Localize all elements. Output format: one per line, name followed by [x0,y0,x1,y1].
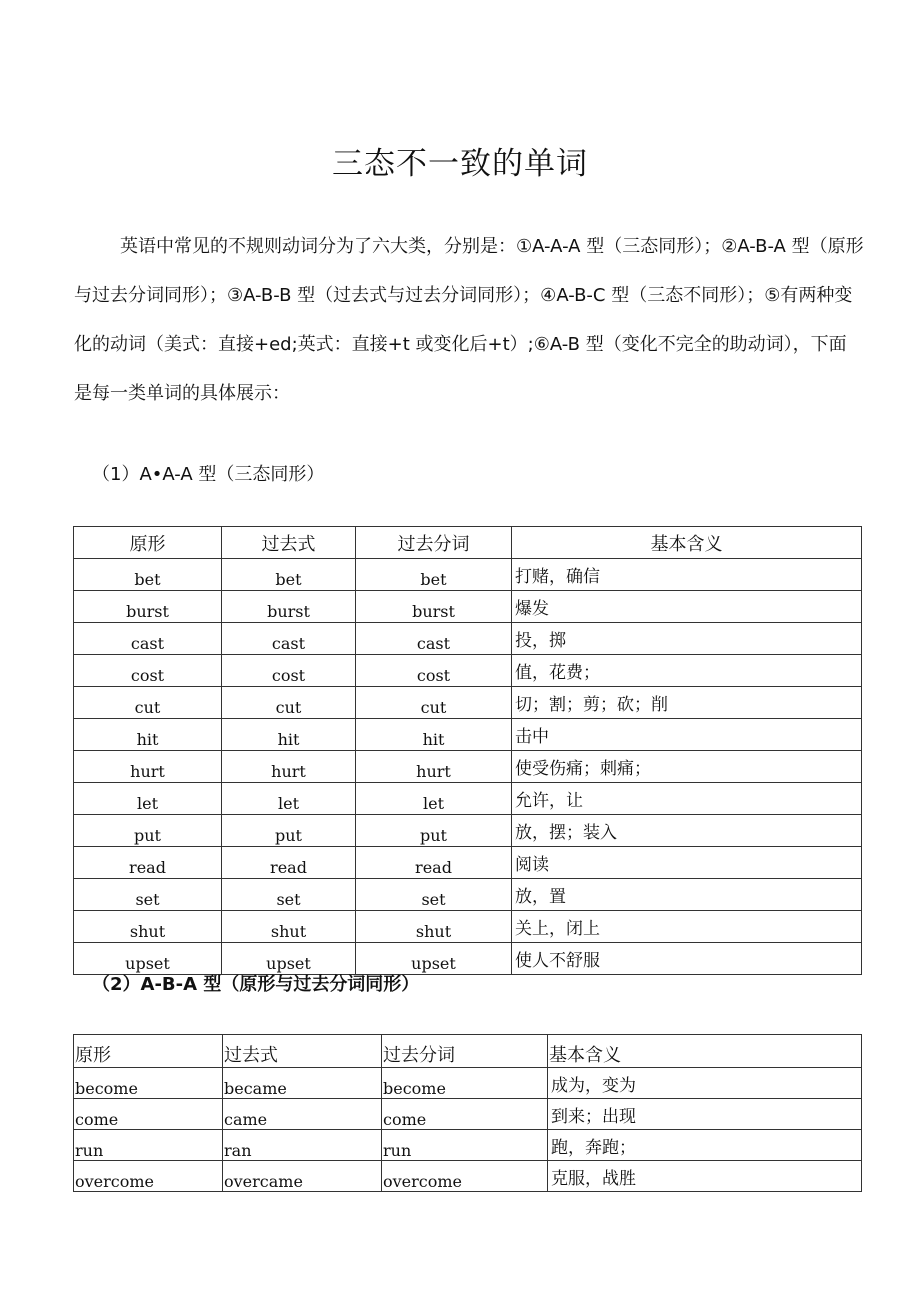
past-participle-cell: hurt [356,751,512,783]
table-row [74,815,862,847]
past-participle-cell: become [382,1068,548,1099]
table-row [74,623,862,655]
table-row [74,719,862,751]
meaning-cell: 放，摆；装入 [512,815,862,847]
meaning-cell: 允许，让 [512,783,862,815]
meaning-cell: 使人不舒服 [512,943,862,975]
past-participle-cell: burst [356,591,512,623]
past-participle-cell: cut [356,687,512,719]
past-participle-cell: run [382,1130,548,1161]
past-tense-cell: overcame [223,1161,382,1192]
base-form-cell: become [74,1068,223,1099]
past-participle-cell: upset [356,943,512,975]
base-form-cell: hit [74,719,222,751]
base-form-cell: run [74,1130,223,1161]
meaning-cell: 放，置 [512,879,862,911]
table-row [74,1130,862,1161]
past-tense-cell: let [222,783,356,815]
meaning-cell: 投，掷 [512,623,862,655]
past-participle-cell: overcome [382,1161,548,1192]
base-form-cell: set [74,879,222,911]
table-row [74,847,862,879]
past-participle-cell: cast [356,623,512,655]
past-participle-cell: let [356,783,512,815]
base-form-cell: read [74,847,222,879]
header-meaning: 基本含义 [548,1035,862,1068]
past-tense-cell: hurt [222,751,356,783]
header-meaning: 基本含义 [512,527,862,559]
page-title: 三态不一致的单词 [332,146,588,182]
past-tense-cell: cast [222,623,356,655]
section-2-heading: （2）A-B-A 型（原形与过去分词同形） [92,974,420,995]
past-tense-cell: upset [222,943,356,975]
past-tense-cell: put [222,815,356,847]
header-past-tense: 过去式 [222,527,356,559]
past-participle-cell: come [382,1099,548,1130]
table-row [74,1161,862,1192]
intro-paragraph: 英语中常见的不规则动词分为了六大类，分别是：①A-A-A 型（三态同形）；②A-B-A 型（原形与过去分词同形）；③A-B-B 型（过去式与过去分词同形）；④A-B-C 型（三态不同形）；⑤有两种变化的动词（美式：直接+ed;英式：直接+t 或变化后+t）;⑥A-B 型（变化不完全的助动词），下面是每一类单词的具体展示： [74,236,864,404]
table-row [74,1068,862,1099]
header-base-form: 原形 [74,1035,223,1068]
table-row [74,687,862,719]
base-form-cell: upset [74,943,222,975]
past-participle-cell: read [356,847,512,879]
meaning-cell: 关上，闭上 [512,911,862,943]
meaning-cell: 切；割；剪；砍；削 [512,687,862,719]
table-row [74,911,862,943]
base-form-cell: shut [74,911,222,943]
meaning-cell: 爆发 [512,591,862,623]
base-form-cell: cast [74,623,222,655]
meaning-cell: 成为，变为 [548,1068,862,1099]
meaning-cell: 到来；出现 [548,1099,862,1130]
base-form-cell: overcome [74,1161,223,1192]
past-participle-cell: put [356,815,512,847]
meaning-cell: 跑，奔跑； [548,1130,862,1161]
section-1-heading: （1）A•A-A 型（三态同形） [92,464,325,485]
aaa-verb-table [73,526,862,975]
base-form-cell: cut [74,687,222,719]
past-tense-cell: hit [222,719,356,751]
base-form-cell: let [74,783,222,815]
past-tense-cell: cut [222,687,356,719]
base-form-cell: put [74,815,222,847]
base-form-cell: bet [74,559,222,591]
table-row [74,751,862,783]
past-participle-cell: set [356,879,512,911]
table-row [74,591,862,623]
table-row [74,655,862,687]
past-tense-cell: shut [222,911,356,943]
aba-verb-table [73,1034,862,1192]
meaning-cell: 打赌，确信 [512,559,862,591]
past-tense-cell: bet [222,559,356,591]
base-form-cell: hurt [74,751,222,783]
table-row [74,1099,862,1130]
past-tense-cell: ran [223,1130,382,1161]
past-tense-cell: cost [222,655,356,687]
table-header-row [74,527,862,559]
header-past-participle: 过去分词 [356,527,512,559]
meaning-cell: 克服，战胜 [548,1161,862,1192]
past-tense-cell: set [222,879,356,911]
past-tense-cell: burst [222,591,356,623]
table-row [74,783,862,815]
base-form-cell: come [74,1099,223,1130]
table-row [74,559,862,591]
header-past-tense: 过去式 [223,1035,382,1068]
meaning-cell: 击中 [512,719,862,751]
base-form-cell: cost [74,655,222,687]
table-row [74,879,862,911]
meaning-cell: 阅读 [512,847,862,879]
past-participle-cell: bet [356,559,512,591]
table-header-row [74,1035,862,1068]
past-tense-cell: read [222,847,356,879]
meaning-cell: 值，花费； [512,655,862,687]
meaning-cell: 使受伤痛；刺痛； [512,751,862,783]
past-participle-cell: cost [356,655,512,687]
past-participle-cell: hit [356,719,512,751]
header-past-participle: 过去分词 [382,1035,548,1068]
past-tense-cell: became [223,1068,382,1099]
past-participle-cell: shut [356,911,512,943]
base-form-cell: burst [74,591,222,623]
past-tense-cell: came [223,1099,382,1130]
header-base-form: 原形 [74,527,222,559]
